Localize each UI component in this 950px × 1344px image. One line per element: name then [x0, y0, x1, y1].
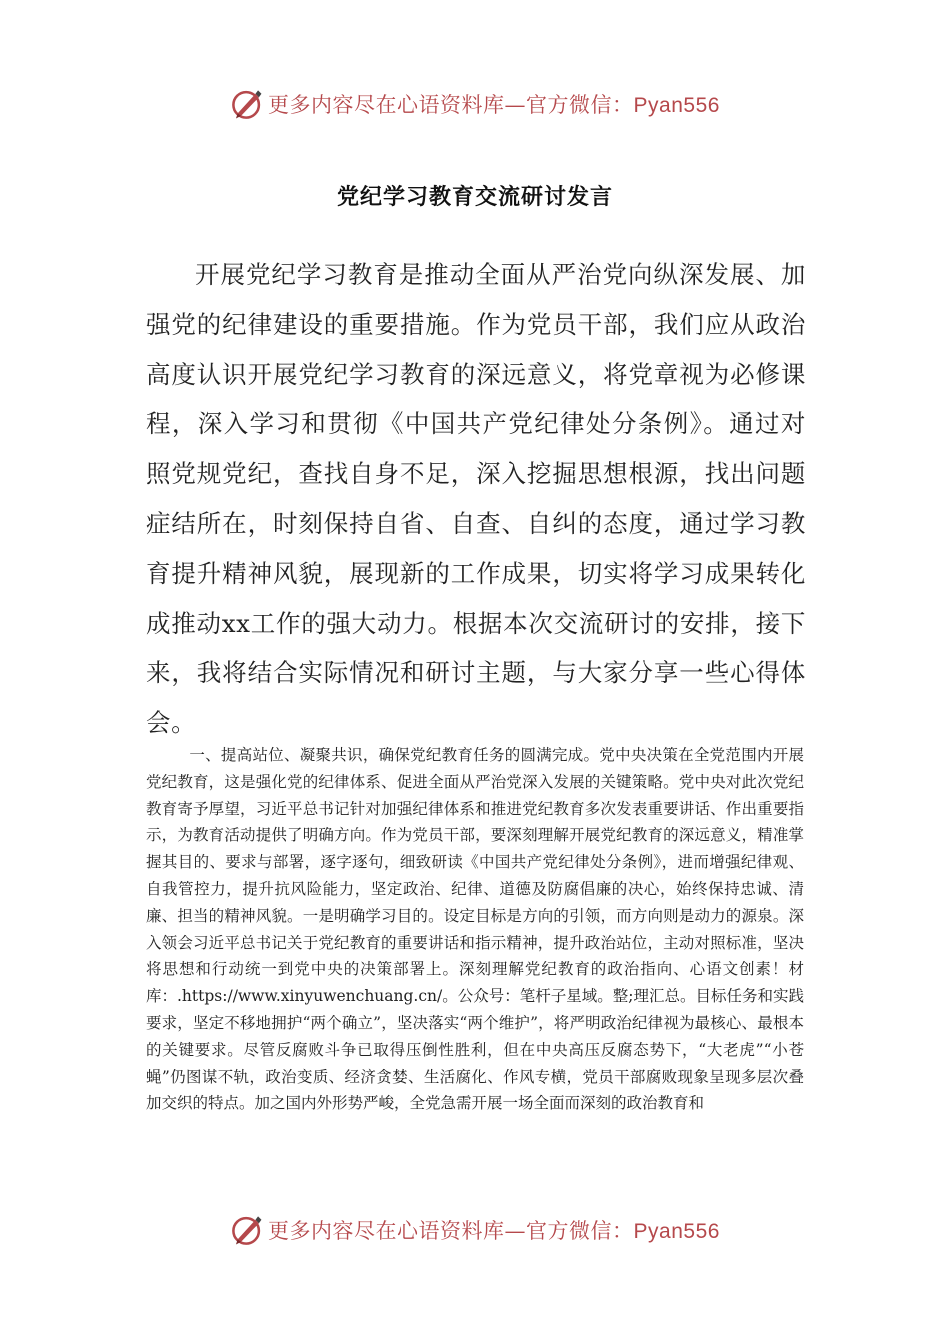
intro-paragraph: 开展党纪学习教育是推动全面从严治党向纵深发展、加强党的纪律建设的重要措施。作为党员干部，我们应从政治高度认识开展党纪学习教育的深远意义，将党章视为必修课程，深入学习和贯彻《中国共产党纪律处分条例》。通过对照党规党纪，查找自身不足，深入挖掘思想根源，找出问题症结所在，时刻保持自省、自查、自纠的态度，通过学习教育提升精神风貌，展现新的工作成果，切实将学习成果转化成推动xx工作的强大动力。根据本次交流研讨的安排，接下来，我将结合实际情况和研讨主题，与大家分享一些心得体会。 [146, 260, 806, 738]
footer-watermark-banner [0, 1208, 950, 1252]
banner-label: 更多内容尽在心语资料库—官方微信： [268, 93, 634, 117]
section-one-paragraph: 一、提高站位、凝聚共识，确保党纪教育任务的圆满完成。党中央决策在全党范围内开展党纪教育，这是强化党的纪律体系、促进全面从严治党深入发展的关键策略。党中央对此次党纪教育寄予厚望，习近平总书记针对加强纪律体系和推进党纪教育多次发表重要讲话、作出重要指示，为教育活动提供了明确方向。作为党员干部，要深刻理解开展党纪教育的深远意义，精准掌握其目的、要求与部署，逐字逐句，细致研读《中国共产党纪律处分条例》，进而增强纪律观、自我管控力，提升抗风险能力，坚定政治、纪律、道德及防腐倡廉的决心，始终保持忠诚、清廉、担当的精神风貌。一是明确学习目的。设定目标是方向的引领，而方向则是动力的源泉。深入领会习近平总书记关于党纪教育的重要讲话和指示精神，提升政治站位，主动对照标准，坚决将思想和行动统一到党中央的决策部署上。深刻理解党纪教育的政治指向、心语文创素！材库：.https://www.xinyuwenchuang.cn/。公众号：笔杆子星域。整;理汇总。目标任务和实践要求，坚定不移地拥护“两个确立”，坚决落实“两个维护”，将严明政治纪律视为最核心、最根本的关键要求。尽管反腐败斗争已取得压倒性胜利，但在中央高压反腐态势下，“大老虎”“小苍蝇”仍图谋不轨，政治变质、经济贪婪、生活腐化、作风专横，党员干部腐败现象呈现多层次叠加交织的特点。加之国内外形势严峻，全党急需开展一场全面而深刻的政治教育和 [146, 746, 804, 1113]
banner-label: 更多内容尽在心语资料库—官方微信： [268, 1219, 634, 1243]
banner-text [268, 89, 720, 119]
banner-wechat-id: Pyan556 [633, 1220, 720, 1243]
document-title: 党纪学习教育交流研讨发言 [336, 184, 613, 210]
pen-logo-icon [230, 87, 264, 121]
banner-wechat-id: Pyan556 [633, 94, 720, 117]
pen-logo-icon [230, 1213, 264, 1247]
header-watermark-banner [0, 82, 950, 126]
banner-text [268, 1215, 720, 1245]
